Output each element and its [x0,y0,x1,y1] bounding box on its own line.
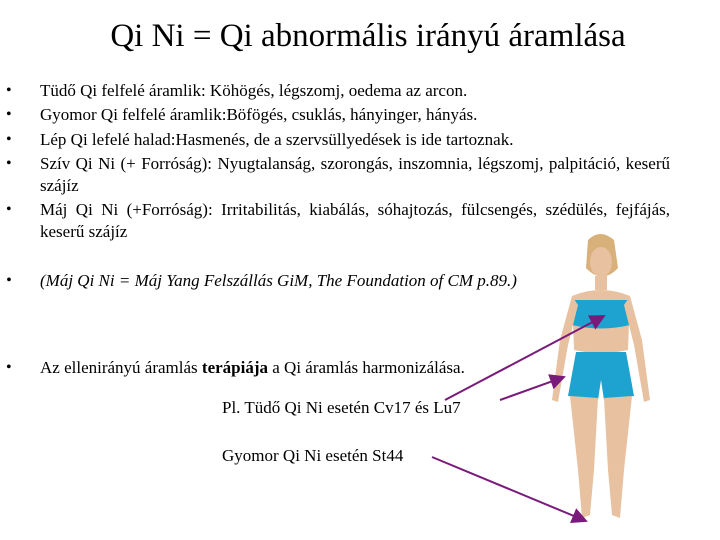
bullet-text: Tüdő Qi felfelé áramlik: Köhögés, légszomj, oedema az arcon. [40,81,468,100]
bullet: • [6,106,12,123]
bullet: • [6,272,12,289]
example-stomach: Gyomor Qi Ni esetén St44 [222,446,404,465]
bullet: • [6,155,12,172]
bullet-text: Gyomor Qi felfelé áramlik:Böfögés, csuklás, hányinger, hányás. [40,105,478,124]
bullet-text: Máj Qi Ni (+Forróság): Irritabilitás, kiabálás, sóhajtozás, fülcsengés, szédülés, fejfájás, keserű szájíz [40,200,670,241]
bullet: • [6,359,12,376]
list-item [6,129,670,151]
therapy-text: Az ellenirányú áramlás [40,358,202,377]
list-item [6,199,670,243]
therapy-text: a Qi áramlás harmonizálása. [268,358,465,377]
bullet-text: (Máj Qi Ni = Máj Yang Felszállás GiM, The Foundation of CM p.89.) [40,271,517,290]
example-lung: Pl. Tüdő Qi Ni esetén Cv17 és Lu7 [222,398,461,417]
therapy-bold: terápiája [201,358,268,377]
bullet-text: Szív Qi Ni (+ Forróság): Nyugtalanság, szorongás, inszomnia, légszomj, palpitáció, keserű szájíz [40,154,670,195]
bullet: • [6,82,12,99]
bullet-text: Lép Qi lefelé halad:Hasmenés, de a szervsüllyedések is ide tartoznak. [40,130,514,149]
bullet: • [6,131,12,148]
list-item-therapy [6,357,670,379]
arrow-st44 [432,457,586,521]
list-item [6,270,670,292]
list-item [6,80,670,102]
slide-title: Qi Ni = Qi abnormális irányú áramlása [110,18,626,54]
list-item [6,104,670,126]
list-item [6,153,670,197]
bullet: • [6,201,12,218]
